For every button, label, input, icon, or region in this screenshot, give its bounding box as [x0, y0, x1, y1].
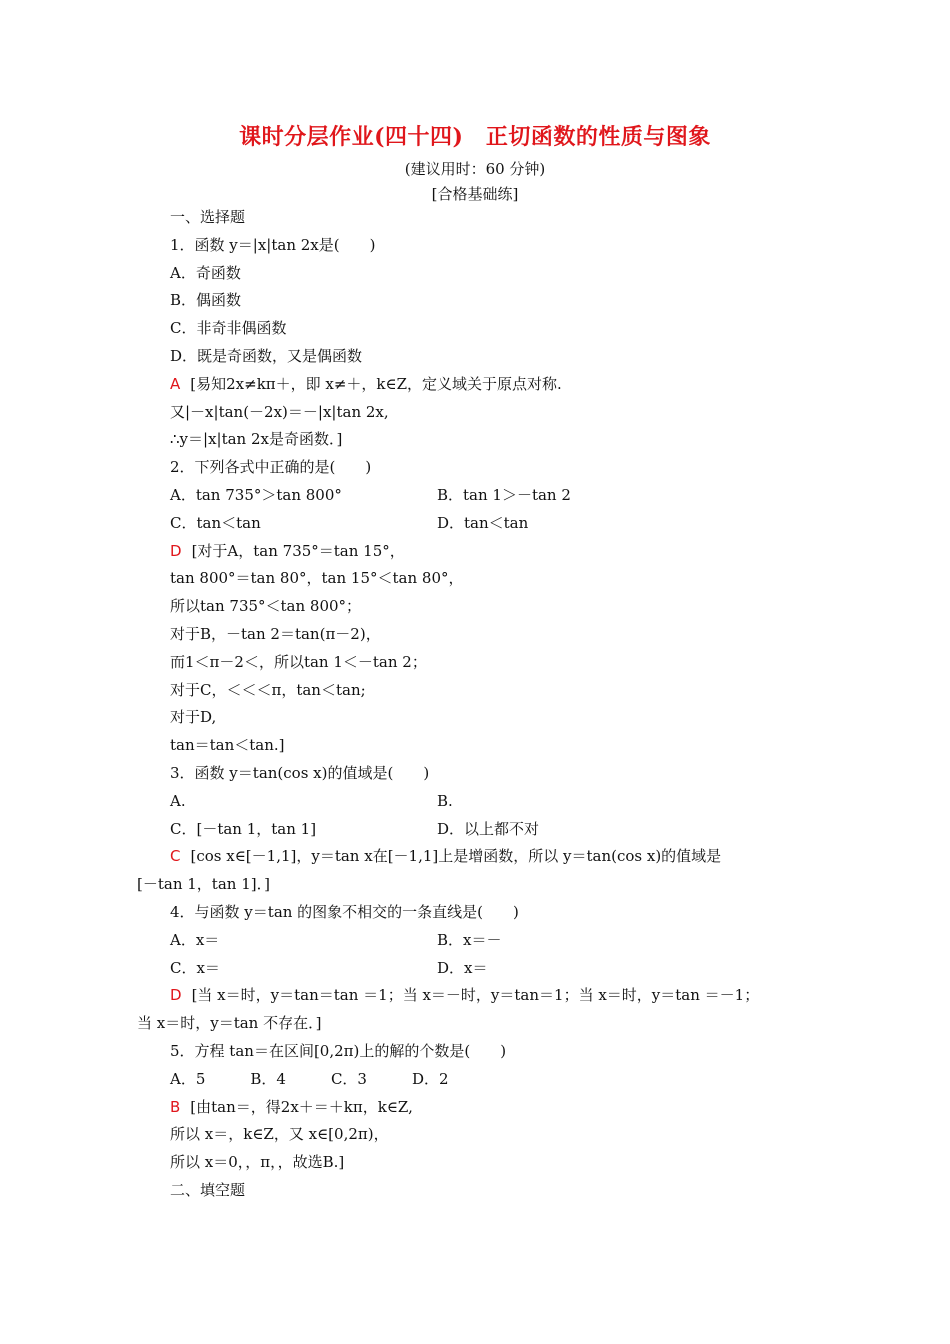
answer-letter: C — [170, 847, 181, 866]
text-line: 二、填空题 — [170, 1180, 246, 1199]
text-line: tan＝tan＜tan.] — [170, 736, 285, 755]
option-line: C．tan＜tan D．tan＜tan — [170, 513, 529, 532]
text-line: 当 x＝时，y＝tan 不存在．] — [137, 1014, 322, 1033]
text-line: 对于C，＜＜＜π，tan＜tan; — [170, 680, 366, 699]
suggested-time: (建议用时：60 分钟) — [404, 160, 546, 178]
option-line: C．[－tan 1，tan 1] D．以上都不对 — [170, 819, 540, 838]
page-title: 课时分层作业(四十四) 正切函数的性质与图象 — [239, 124, 711, 150]
text-line: 一、选择题 — [170, 208, 246, 226]
question-line: 4．与函数 y＝tan 的图象不相交的一条直线是( ) — [170, 902, 519, 921]
text-line: [－tan 1，tan 1]．] — [137, 875, 270, 894]
option-line: D．既是奇函数，又是偶函数 — [170, 346, 363, 365]
text-line: 所以tan 735°＜tan 800°； — [170, 597, 362, 616]
option-line: A．tan 735°＞tan 800° B．tan 1＞－tan 2 — [170, 485, 571, 504]
option-line: A．奇函数 — [170, 263, 241, 282]
option-line: A. B. — [170, 791, 453, 810]
option-line: C．非奇非偶函数 — [170, 319, 287, 338]
answer-letter: B — [170, 1097, 181, 1116]
document-body — [0, 204, 950, 1205]
text-line: 而1＜π－2＜，所以tan 1＜－tan 2； — [170, 652, 427, 671]
text-line: 对于B，－tan 2＝tan(π－2)， — [170, 624, 381, 643]
text-line: 又|－x|tan(－2x)＝－|x|tan 2x, — [170, 402, 389, 421]
answer-line: A [易知2x≠kπ＋，即 x≠＋，k∈Z，定义域关于原点对称. — [170, 374, 562, 393]
answer-line: D [对于A，tan 735°＝tan 15°， — [170, 541, 405, 560]
question-line: 5．方程 tan＝在区间[0,2π)上的解的个数是( ) — [170, 1041, 507, 1060]
answer-letter: D — [170, 541, 182, 560]
option-line: A．x＝ B．x＝－ — [170, 930, 502, 949]
answer-line: D [当 x＝时，y＝tan＝tan ＝1；当 x＝－时，y＝tan＝1；当 x＝时，y＝tan ＝－1； — [170, 986, 760, 1005]
section-heading: [合格基础练] — [431, 185, 519, 203]
text-line: 所以 x＝，k∈Z，又 x∈[0,2π)， — [170, 1125, 389, 1144]
text-line: ∴y＝|x|tan 2x是奇函数．] — [170, 430, 343, 449]
question-line: 3．函数 y＝tan(cos x)的值域是( ) — [170, 763, 430, 782]
text-line: 所以 x＝0，，π，，故选B.] — [170, 1153, 345, 1172]
question-line: 2．下列各式中正确的是( ) — [170, 458, 372, 477]
answer-line: C [cos x∈[－1,1]，y＝tan x在[－1,1]上是增函数，所以 y＝tan(cos x)的值域是 — [170, 847, 722, 866]
option-line: B．偶函数 — [170, 291, 242, 310]
option-line: A．5 B．4 C．3 D．2 — [170, 1069, 449, 1088]
answer-letter: A — [170, 374, 181, 393]
answer-line: B [由tan＝，得2x＋＝＋kπ，k∈Z, — [170, 1097, 413, 1116]
question-line: 1．函数 y＝|x|tan 2x是( ) — [170, 235, 376, 254]
answer-letter: D — [170, 986, 182, 1005]
option-line: C．x＝ D．x＝ — [170, 958, 488, 977]
text-line: tan 800°＝tan 80°，tan 15°＜tan 80°， — [170, 569, 464, 588]
text-line: 对于D, — [170, 708, 217, 727]
